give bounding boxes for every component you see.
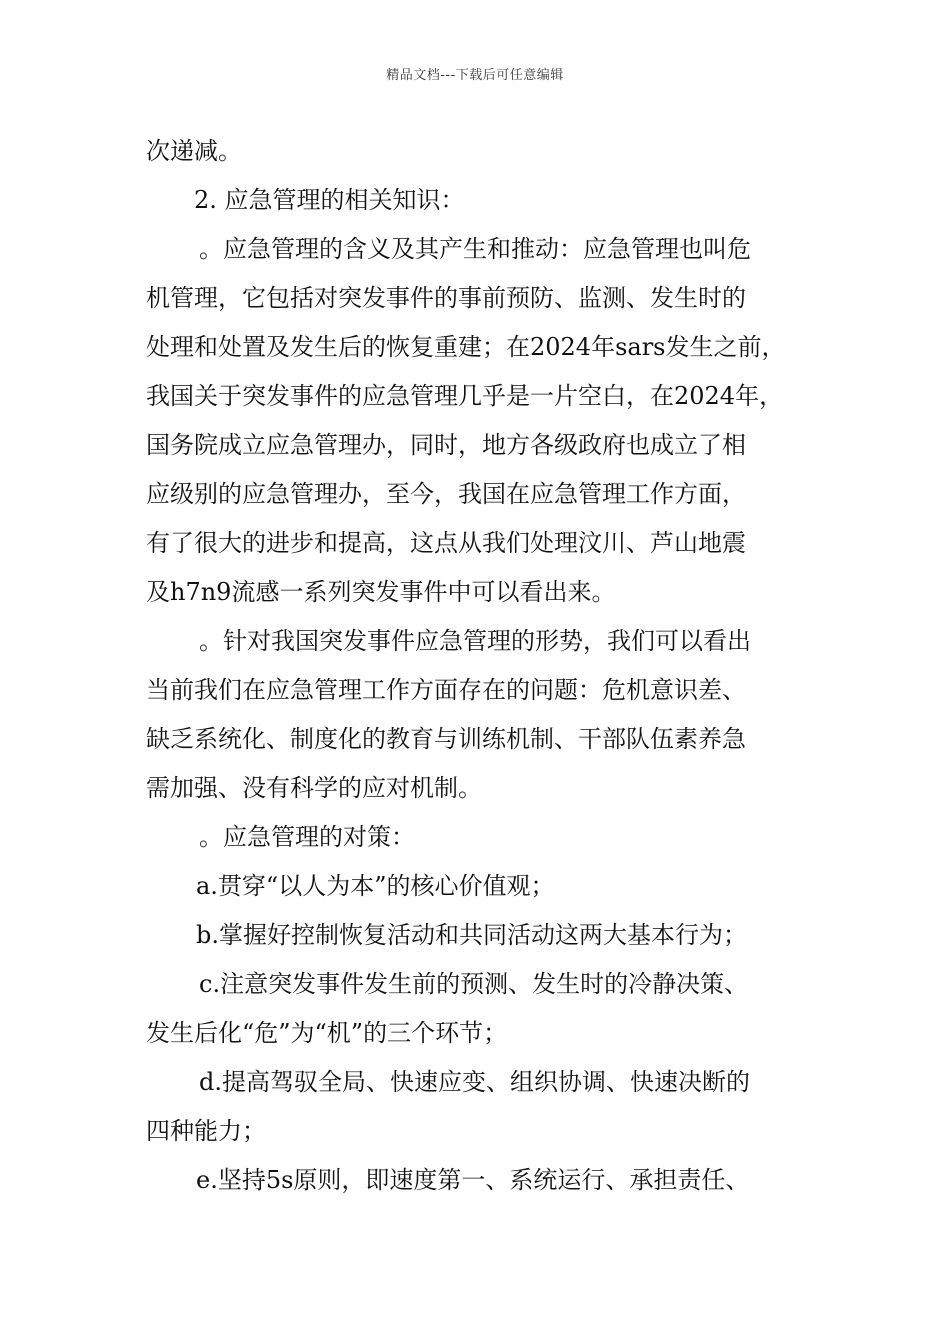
paragraph-start: 。应急管理的对策：	[199, 823, 415, 851]
text-line: 国务院成立应急管理办，同时，地方各级政府也成立了相	[146, 431, 746, 459]
text-line: 当前我们在应急管理工作方面存在的问题：危机意识差、	[146, 676, 746, 704]
list-item-c: c.注意突发事件发生前的预测、发生时的冷静决策、	[199, 970, 749, 998]
text-line: 我国关于突发事件的应急管理几乎是一片空白，在2024年，	[146, 382, 784, 410]
text-line: 有了很大的进步和提高，这点从我们处理汶川、芦山地震	[146, 529, 746, 557]
text-line: 处理和处置及发生后的恢复重建；在2024年sars发生之前，	[146, 333, 786, 361]
list-item-e: e.坚持5s原则，即速度第一、系统运行、承担责任、	[196, 1166, 750, 1194]
list-item-d: d.提高驾驭全局、快速应变、组织协调、快速决断的	[199, 1068, 750, 1096]
text-line: 次递减。	[146, 137, 242, 165]
text-line: 应级别的应急管理办，至今，我国在应急管理工作方面，	[146, 480, 746, 508]
text-line: 缺乏系统化、制度化的教育与训练机制、干部队伍素养急	[146, 725, 746, 753]
document-body	[146, 127, 816, 1205]
text-line: 发生后化“危”为“机”的三个环节；	[146, 1019, 508, 1047]
paragraph-start: 。针对我国突发事件应急管理的形势，我们可以看出	[199, 627, 751, 655]
text-line: 机管理，它包括对突发事件的事前预防、监测、发生时的	[146, 284, 746, 312]
paragraph-start: 。应急管理的含义及其产生和推动：应急管理也叫危	[199, 235, 751, 263]
list-item-b: b.掌握好控制恢复活动和共同活动这两大基本行为；	[196, 921, 747, 949]
section-heading: 2. 应急管理的相关知识：	[194, 186, 465, 214]
text-line: 四种能力；	[146, 1117, 266, 1145]
text-line: 需加强、没有科学的应对机制。	[146, 774, 482, 802]
page-header: 精品文档---下载后可任意编辑	[386, 68, 564, 83]
list-item-a: a.贯穿“以人为本”的核心价值观；	[196, 872, 555, 900]
text-line: 及h7n9流感一系列突发事件中可以看出来。	[146, 578, 616, 606]
